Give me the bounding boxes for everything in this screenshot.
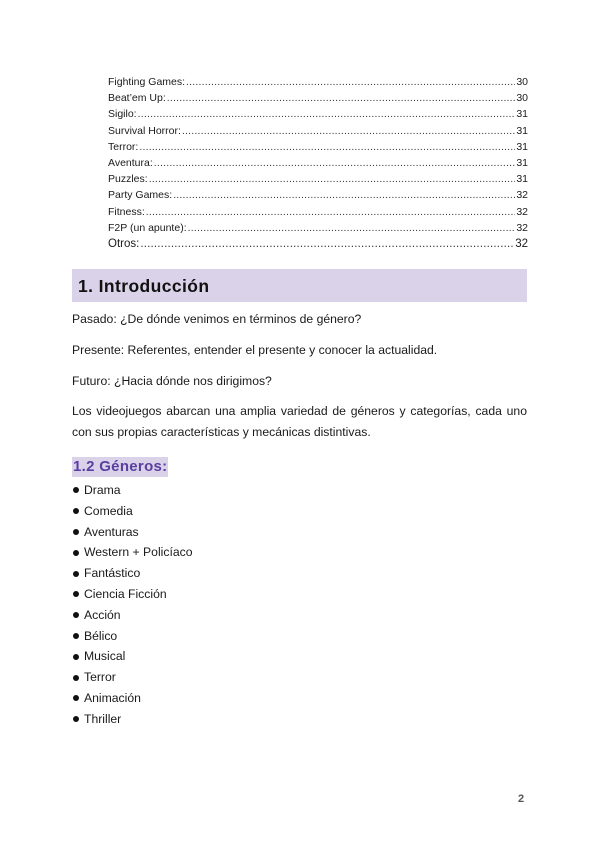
list-item-label: Comedia bbox=[84, 503, 133, 518]
toc-dot-leader bbox=[182, 123, 515, 139]
genre-list bbox=[72, 480, 193, 730]
list-item bbox=[72, 605, 193, 626]
paragraph-presente: Presente: Referentes, entender el presente y conocer la actualidad. bbox=[72, 343, 438, 357]
bullet-icon bbox=[73, 487, 79, 493]
toc-dot-leader bbox=[186, 74, 515, 90]
toc-entry[interactable] bbox=[108, 123, 528, 139]
list-item-label: Ciencia Ficción bbox=[84, 586, 167, 601]
toc-dot-leader bbox=[154, 155, 516, 171]
list-item-label: Drama bbox=[84, 483, 121, 497]
list-item bbox=[72, 480, 193, 501]
list-item-label: Bélico bbox=[84, 628, 118, 643]
list-item-label: Animación bbox=[84, 690, 141, 705]
toc-entry[interactable] bbox=[108, 204, 528, 220]
list-item-label: Terror bbox=[84, 670, 116, 685]
toc-entry-label: Sigilo: bbox=[108, 108, 137, 121]
toc-entry-label: Party Games: bbox=[108, 189, 173, 202]
toc-entry-label: Aventura: bbox=[108, 156, 153, 169]
toc-entry[interactable] bbox=[108, 220, 528, 236]
toc-entry-label: Fitness: bbox=[108, 205, 145, 218]
list-item bbox=[72, 522, 193, 543]
list-item bbox=[72, 667, 193, 688]
toc-entry-page: 32 bbox=[516, 221, 528, 234]
section-heading: 1. Introducción bbox=[78, 276, 210, 296]
toc-entry[interactable] bbox=[108, 171, 528, 187]
page-number: 2 bbox=[518, 793, 525, 805]
bullet-icon bbox=[73, 529, 79, 535]
toc-entry-page: 31 bbox=[516, 140, 528, 153]
toc-entry-label: Beat’em Up: bbox=[108, 92, 166, 105]
toc-dot-leader bbox=[173, 187, 515, 203]
bullet-icon bbox=[73, 695, 79, 701]
list-item bbox=[72, 688, 193, 709]
toc-entry-label: Terror: bbox=[108, 140, 139, 153]
toc-entry[interactable] bbox=[108, 139, 528, 155]
toc-entry[interactable] bbox=[108, 155, 528, 171]
bullet-icon bbox=[73, 716, 79, 722]
list-item-label: Aventuras bbox=[84, 524, 139, 539]
table-of-contents bbox=[108, 74, 528, 253]
list-item-label: Thriller bbox=[84, 711, 122, 726]
toc-entry[interactable] bbox=[108, 236, 528, 253]
bullet-icon bbox=[73, 675, 79, 681]
paragraph-intro: Los videojuegos abarcan una amplia variedad de géneros y categorías, cada uno con sus propias características y mecánicas distintivas. bbox=[72, 404, 527, 439]
toc-entry-page: 31 bbox=[516, 156, 528, 169]
list-item bbox=[72, 584, 193, 605]
toc-dot-leader bbox=[146, 204, 516, 220]
toc-dot-leader bbox=[139, 139, 515, 155]
toc-entry-label: Fighting Games: bbox=[108, 76, 186, 88]
toc-dot-leader bbox=[167, 90, 516, 106]
toc-entry-page: 32 bbox=[516, 189, 528, 202]
toc-dot-leader bbox=[140, 236, 514, 253]
toc-entry-page: 32 bbox=[516, 205, 528, 218]
toc-entry[interactable] bbox=[108, 90, 528, 106]
toc-entry-label: F2P (un apunte): bbox=[108, 221, 187, 234]
toc-entry[interactable] bbox=[108, 187, 528, 203]
toc-entry-label: Otros: bbox=[108, 237, 140, 250]
toc-dot-leader bbox=[138, 106, 516, 122]
toc-entry-label: Puzzles: bbox=[108, 173, 148, 186]
bullet-icon bbox=[73, 550, 79, 556]
toc-entry-page: 30 bbox=[516, 76, 528, 88]
bullet-icon bbox=[73, 508, 79, 514]
toc-dot-leader bbox=[188, 220, 516, 236]
list-item bbox=[72, 563, 193, 584]
list-item-label: Fantástico bbox=[84, 566, 141, 581]
toc-entry-label: Survival Horror: bbox=[108, 124, 181, 137]
bullet-icon bbox=[73, 591, 79, 597]
paragraph-futuro: Futuro: ¿Hacia dónde nos dirigimos? bbox=[72, 374, 272, 388]
toc-entry-page: 32 bbox=[515, 237, 528, 250]
toc-dot-leader bbox=[149, 171, 516, 187]
bullet-icon bbox=[73, 612, 79, 618]
list-item-label: Acción bbox=[84, 607, 121, 622]
list-item-label: Musical bbox=[84, 649, 126, 664]
list-item bbox=[72, 501, 193, 522]
list-item bbox=[72, 646, 193, 667]
list-item bbox=[72, 626, 193, 647]
toc-entry-page: 31 bbox=[516, 173, 528, 186]
subsection-heading: 1.2 Géneros: bbox=[73, 458, 168, 475]
list-item-label: Western + Policíaco bbox=[84, 545, 193, 560]
bullet-icon bbox=[73, 654, 79, 660]
toc-entry-page: 30 bbox=[516, 92, 528, 105]
toc-entry-page: 31 bbox=[516, 124, 528, 137]
list-item bbox=[72, 709, 193, 730]
section-heading-bar bbox=[72, 269, 527, 302]
toc-entry-page: 31 bbox=[516, 108, 528, 121]
list-item bbox=[72, 542, 193, 563]
paragraph-pasado: Pasado: ¿De dónde venimos en términos de género? bbox=[72, 312, 362, 326]
bullet-icon bbox=[73, 633, 79, 639]
toc-entry[interactable] bbox=[108, 106, 528, 122]
bullet-icon bbox=[73, 571, 79, 577]
toc-entry[interactable] bbox=[108, 74, 528, 90]
